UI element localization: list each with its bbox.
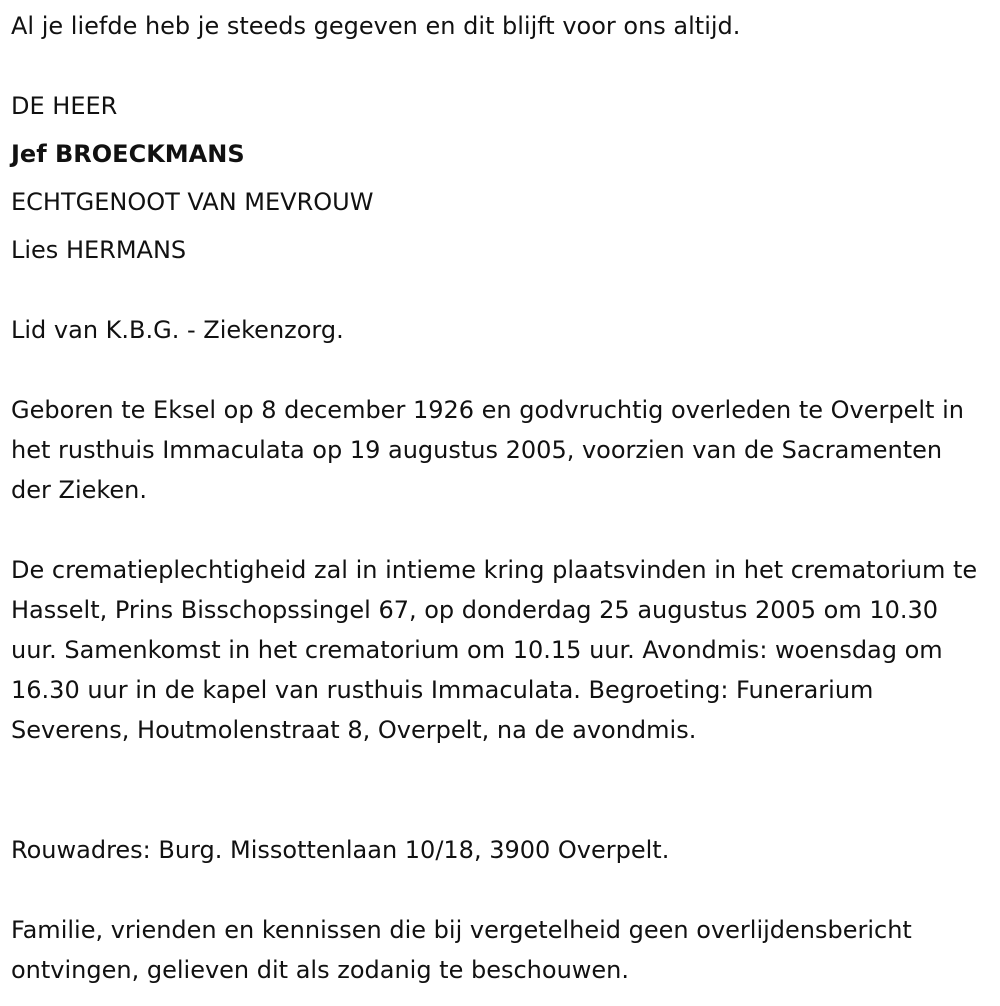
address-line: Rouwadres: Burg. Missottenlaan 10/18, 3900 Overpelt. xyxy=(11,836,670,864)
membership-line: Lid van K.B.G. - Ziekenzorg. xyxy=(11,316,344,344)
spouse-name: Lies HERMANS xyxy=(11,236,187,264)
title-line: DE HEER xyxy=(11,92,118,120)
closing-paragraph: Familie, vrienden en kennissen die bij vergetelheid geen overlijdensbericht ontvingen, gelieven dit als zodanig te beschouwen. xyxy=(11,916,912,984)
spouse-label: ECHTGENOOT VAN MEVROUW xyxy=(11,188,374,216)
ceremony-paragraph: De crematieplechtigheid zal in intieme kring plaatsvinden in het crematorium te Hasselt, Prins Bisschopssingel 67, op donderdag 25 augustus 2005 om 10.30 uur. Samenkomst in het crematorium om 10.15 uur. Avondmis: woensdag om 16.30 uur in de kapel van rusthuis Immaculata. Begroeting: Funerarium Severens, Houtmolenstraat 8, Overpelt, na de avondmis. xyxy=(11,556,978,744)
birth-death-paragraph: Geboren te Eksel op 8 december 1926 en godvruchtig overleden te Overpelt in het rusthuis Immaculata op 19 augustus 2005, voorzien van de Sacramenten der Zieken. xyxy=(11,396,964,504)
opening-line: Al je liefde heb je steeds gegeven en dit blijft voor ons altijd. xyxy=(11,12,741,40)
deceased-name: Jef BROECKMANS xyxy=(11,140,245,168)
